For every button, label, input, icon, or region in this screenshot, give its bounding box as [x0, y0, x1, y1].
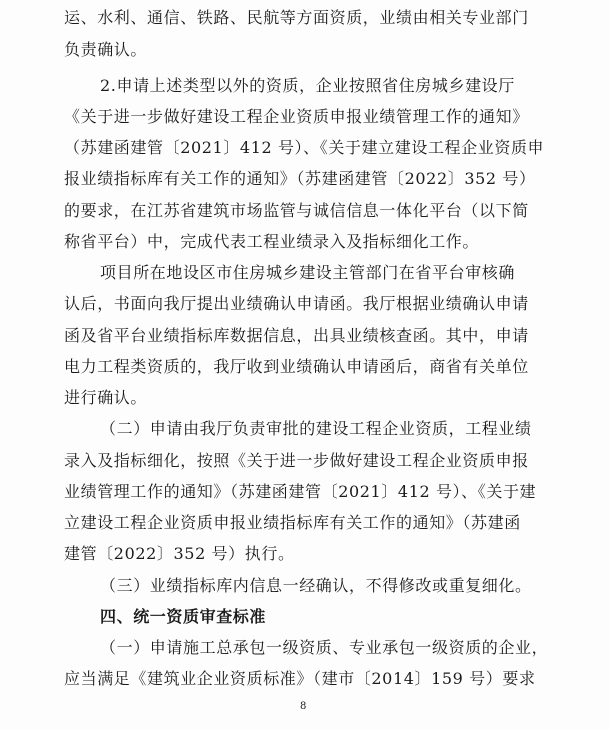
text-line: 负责确认。 — [64, 40, 148, 59]
text-line: 认后，书面向我厅提出业绩确认申请函。我厅根据业绩确认申请 — [64, 294, 529, 313]
text-line: 应当满足《建筑业企业资质标准》（建市〔2014〕159 号）要求 — [64, 669, 536, 688]
text-line: 《关于进一步做好建设工程企业资质申报业绩管理工作的通知》 — [64, 107, 529, 126]
text-line: 2.申请上述类型以外的资质，企业按照省住房城乡建设厅 — [100, 76, 515, 95]
text-line: 运、水利、通信、铁路、民航等方面资质，业绩由相关专业部门 — [64, 8, 529, 27]
text-line: 项目所在地设区市住房城乡建设主管部门在省平台审核确 — [100, 263, 516, 282]
text-line: 录入及指标细化，按照《关于进一步做好建设工程企业资质申报 — [64, 451, 529, 470]
text-line: 称省平台）中，完成代表工程业绩录入及指标细化工作。 — [64, 232, 480, 251]
text-line: 函及省平台业绩指标库数据信息，出具业绩核查函。其中，申请 — [64, 326, 529, 345]
section-heading: 四、统一资质审查标准 — [100, 607, 267, 626]
text-line: 电力工程类资质的，我厅收到业绩确认申请函后，商省有关单位 — [64, 357, 529, 376]
text-line: （苏建函建管〔2021〕412 号）、《关于建立建设工程企业资质申 — [64, 138, 545, 157]
text-line: （三）业绩指标库内信息一经确认，不得修改或重复细化。 — [100, 576, 532, 595]
text-line: 报业绩指标库有关工作的通知》（苏建函建管〔2022〕352 号） — [64, 169, 536, 188]
text-line: 业绩管理工作的通知》（苏建函建管〔2021〕412 号）、《关于建 — [64, 482, 537, 501]
page-number: 8 — [300, 701, 307, 712]
text-line: （一）申请施工总承包一级资质、专业承包一级资质的企业， — [100, 638, 549, 657]
text-line: 进行确认。 — [64, 388, 148, 407]
text-line: 立建设工程企业资质申报业绩指标库有关工作的通知》（苏建函 — [64, 513, 521, 532]
text-line: 建管〔2022〕352 号）执行。 — [64, 544, 295, 563]
text-line: 的要求，在江苏省建筑市场监管与诚信信息一体化平台（以下简 — [64, 201, 529, 220]
text-line: （二）申请由我厅负责审批的建设工程企业资质，工程业绩 — [100, 419, 532, 438]
